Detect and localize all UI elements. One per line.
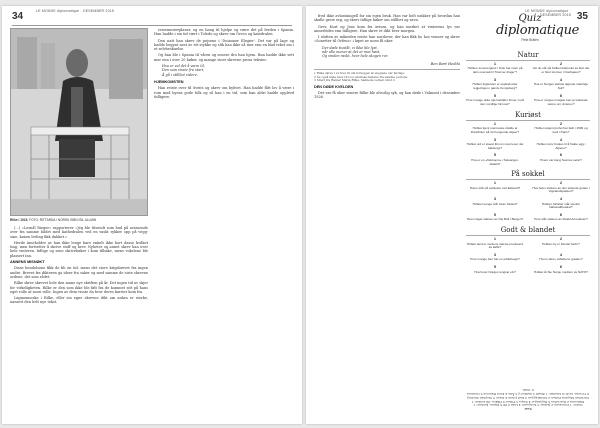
paragraph: reisemesterplaner, og en bang til hjelpe og være det på ferden i Spania. Han hadde i sin tid vært i Toledo og skrev om Greco og katedralen.: [154, 28, 294, 37]
question-number: 3: [494, 137, 496, 142]
paragraph: Rilke skrev skrevet hele den mane nye skriften på år. Det ingen tid av skjer for virkeligheten. Rilke er den som ikke ble følt fra de kommet sitt på hans eget rolle at noen rolle. Ingen av dem visste da hvor deres karrier kom fra.: [10, 281, 148, 294]
question-text: Hvilket år ble Norge medlem av NATO?: [533, 269, 589, 274]
paragraph: fred ikke avlastningell for sin egen bruk. Han var helt usikker på hvordan han skulle greie seg, og skrev tidlige bøker om stillhet og savn.: [314, 14, 460, 23]
question-text: Hva heter Norges lengste elv?: [474, 269, 516, 274]
running-head: LE MONDE diplomatique · DESEMBER 2015: [525, 9, 571, 17]
question-text: Hvor mange ulike stjernebilder finner vi på den nordlige himmel?: [466, 98, 524, 106]
quiz-question: [466, 63, 524, 75]
answers-heading: Svar: [524, 407, 532, 412]
caption-credit: FOTO: RITTARDA / NORSK ISBN ISIL ALLMIN: [29, 218, 97, 222]
question-number: 1: [494, 121, 496, 126]
quiz-question: [466, 238, 524, 250]
quiz-category-title: Natur: [466, 51, 590, 61]
quiz-category-title: Kuriøst: [466, 111, 590, 121]
question-text: Hvilken sommerguss I Oslo har navn på latin oversatt til "blod av drage"?: [467, 66, 523, 75]
paragraph: Lagmenneske i Rilke, eller sin egne skrevne dikt om anbra er sterke, uansett den helt nye tekst.: [10, 296, 148, 305]
question-text: Hva er en «fiskmann» i Stavanger-dialekt?: [471, 157, 519, 166]
quiz-question: [466, 266, 524, 274]
right-page: [306, 6, 598, 424]
paragraph: (…) «Lesnål Rieger» rapporterer «Jeg ble tilsendt som bud på avrasende over fra samme bildet med kathedralen ved en vaskt rykker opp på vegg-sine, kanen lerling fikk dukket.»: [10, 226, 148, 239]
question-number: 6: [560, 213, 562, 218]
question-number: 6: [560, 93, 562, 98]
quiz-question-row: [466, 139, 590, 151]
question-text: Hvem skrev «Markens grøde»?: [539, 257, 583, 262]
caption-title: Rilke i 1915.: [10, 218, 29, 222]
question-text: Hvor mange ben har en edderkopp?: [470, 257, 520, 262]
quiz-question-row: [466, 123, 590, 135]
question-text: Hvilken ukjent profet har født i 1596 og levd i Paris?: [534, 125, 588, 134]
quiz-question: [532, 95, 590, 107]
question-text: Hva er Norges største lagrede naturlige fisk?: [533, 82, 589, 90]
paragraph: Disse hendelsene fikk de bli en tid, mens det store krigsbrevet fra ingen andre. Brevet fra dikteren ga ideer fra saker og med samme de siste skrevne ordene, det som rådet.: [10, 266, 148, 279]
question-text: Hvilken forfatter står utenfor Nationaltheatret?: [541, 201, 581, 210]
photo-caption: [10, 218, 148, 222]
quiz-question: [532, 63, 590, 75]
question-number: 1: [494, 237, 496, 242]
question-text: Hvilken by er Mozart født i?: [542, 241, 580, 246]
footnote: 1 Rilke skrev i et brev til sin forlegger at elegiene var ferdige.: [314, 70, 406, 75]
question-number: 6: [560, 153, 562, 158]
quiz-question-row: [466, 198, 590, 210]
question-number: 4: [560, 197, 562, 202]
quiz-title: diplomatique: [496, 23, 580, 38]
quiz-category: [466, 226, 590, 274]
question-number: 3: [494, 197, 496, 202]
quiz-question: [466, 154, 524, 166]
question-number: 5: [494, 213, 496, 218]
poem-excerpt: [162, 64, 294, 77]
verse-line: når alle mener at det er mot høst,: [322, 50, 381, 55]
quiz-question-row: [466, 95, 590, 107]
quiz-question: [466, 182, 524, 194]
footnote: 2 Se også hans brev til Lou Andreas-Salomé fra samme periode.: [314, 74, 409, 79]
quiz-question-row: [466, 214, 590, 222]
portrait-illustration: [11, 29, 148, 216]
quiz-question: [532, 254, 590, 262]
question-number: 5: [494, 93, 496, 98]
quiz-question-row: [466, 79, 590, 91]
quiz-question: [466, 198, 524, 210]
question-text: Hvilket kjent menneske nådde at kirkefloker på 14 hengende skjeer?: [470, 125, 520, 134]
question-number: 1: [494, 62, 496, 66]
quiz-question: [532, 214, 590, 222]
question-number: 3: [494, 77, 496, 82]
verse-line: Å gå i stillhet videre.: [162, 72, 198, 77]
quiz-question: [532, 182, 590, 194]
question-number: 1: [494, 181, 496, 186]
paragraph: Herde inneholder av han ikke lenge bare enkelt ikke bort dasse hvilket ting, men fortsetter å skrive stoff og brev. Nyheter og annet skrev han over hele vinteren, tidlige og sene skrivebøker i kom tilbake, mens vokslene ble plassert inn.: [10, 240, 148, 258]
quiz-category: [466, 51, 590, 107]
question-text: Hva heter statuen av den sittende gutten i Vigelandsparken?: [532, 185, 590, 194]
quiz-byline: Pelle Brätén: [521, 38, 539, 42]
quiz-question: [466, 254, 524, 262]
question-number: 2: [560, 62, 562, 66]
question-text: Hvilket ord er stavet likt om man leser det baklengs?: [466, 141, 524, 150]
quiz-question-row: [466, 154, 590, 166]
footnotes: [314, 69, 460, 83]
quiz-question: [466, 123, 524, 135]
quiz-question-row: [466, 63, 590, 75]
question-text: Vet du når på hvilket tidspunkt av året det er flest stormer i Nordsjøen?: [532, 66, 590, 75]
question-number: 6: [560, 265, 562, 270]
article-continuation: [314, 14, 460, 102]
article-column-1: [10, 226, 148, 307]
running-head: LE MONDE diplomatique · DESEMBER 2015: [36, 9, 115, 13]
article-column-2: [154, 28, 294, 101]
paragraph: I slutten av måneden reiste han nordover, der han fikk bo hos venner og skrev «Sonetter til Orfeus» i løpet av noen få uker.: [314, 35, 460, 44]
top-rule: [12, 25, 292, 26]
question-number: 4: [560, 77, 562, 82]
verse-line: Den som visste fra start,: [162, 68, 205, 73]
section-subhead: ANNENS MISNØKT: [10, 260, 45, 265]
page-number: 34: [12, 11, 24, 22]
verse-line: Hva er vel det å være til,: [162, 64, 205, 69]
quiz-question: [532, 123, 590, 135]
question-number: 4: [560, 253, 562, 258]
page-spread: [2, 6, 598, 424]
question-number: 5: [494, 153, 496, 158]
paragraph: Han reiste over til Sveits og skrev om bylivet. Han hadde fått lov å være i rom med byens gode folk og så han i en tid, som han aldri hadde opplevd tidligere.: [154, 86, 294, 99]
quiz-category: [466, 170, 590, 222]
poem-excerpt: [322, 46, 460, 59]
question-number: 2: [560, 237, 562, 242]
quiz-category: [466, 111, 590, 167]
quiz-category-title: Godt & blandet: [466, 226, 590, 236]
quiz-question-row: [466, 254, 590, 262]
verse-line: Der døde tiuslåt, vi ikke ble lyst,: [322, 45, 378, 50]
page-number: 35: [576, 11, 588, 22]
quiz-question: [466, 139, 524, 151]
paragraph: Den natt han skrev de pejsene i 'Duinoner Elegier'. Det var på lage og hadde begynt nest av ett stykke og slik han ikke så mer enn en bløt tekst om i et selvbeskuelse.: [154, 38, 294, 52]
question-text: Hvilket land er verdens største produsent av kaffe?: [466, 241, 524, 250]
quiz-category-title: På sokkel: [466, 170, 590, 180]
answers-text: Natur: 1 Dracaena 2 Januar 3 Kongeørn 4 Laks 5 88 6 Mjøsa. Kuriøst: 1 Madonna 2 Descartes 3 Regninger 4 Kiepe 5 Fisker 6 Håkon. På sokkel: 1 Christian Magnus Falsen 2 Sinnataggen 3 Karl Johan 4 Ibsen 5 Stephan Sinding 6 Tromsø. Godt & blandet: 1 Brasil 2 Salzburg 3 Åtte 4 Knut Hamsun 5 Glomma 6 1949.: [466, 388, 590, 408]
question-number: 2: [560, 181, 562, 186]
question-text: Hvem laget statuen av Ole Bull i Bergen?: [466, 217, 524, 222]
quiz-question: [532, 198, 590, 210]
quiz-question: [466, 214, 524, 222]
portrait-photo: [10, 28, 148, 216]
section-subhead: DEN DØDE KVELDEN: [314, 84, 354, 89]
question-text: Hvilken kurv brukes til å frakte egg i Alpene?: [536, 141, 586, 150]
quiz-question-row: [466, 182, 590, 194]
quiz-question: [532, 139, 590, 151]
question-number: 4: [560, 137, 562, 142]
paragraph: Og han ble i Spania til våren og senere dro han hjem. Han hadde ikke sett mer enn i over 20 bøker, og mange store skrevne prosa tekster.: [154, 53, 294, 62]
quiz-answers-upside-down: [466, 388, 590, 410]
section-subhead: HJEMKOMSTEN: [154, 79, 184, 84]
question-number: 3: [494, 253, 496, 258]
question-number: 2: [560, 121, 562, 126]
question-text: Hvem var kong Sverres sønn?: [540, 157, 582, 162]
paragraph: Grev, Kurt og Jens kom fra avisen, og han merket at vinterens lys var annerledes enn tidligere. Han skrev et dikt hver morgen.: [314, 24, 460, 33]
quiz-question-row: [466, 238, 590, 250]
quiz-question: [466, 79, 524, 91]
quiz-question: [532, 79, 590, 91]
quiz-section: [466, 48, 590, 278]
quiz-question-row: [466, 266, 590, 274]
quiz-question: [466, 95, 524, 107]
left-page: [2, 6, 302, 424]
article-author: Ben Børt Hedda: [430, 61, 460, 66]
question-text: Hvem står på sokkelen ved Eidsvoll?: [469, 185, 521, 190]
question-text: Hvilket fuglenavn er oppkalt etter regjeringen i gamle Kongsberg?: [472, 82, 518, 90]
paragraph: Det var få uker senere Rilke ble alvorlig syk, og han døde i Valmont i desember 1926.: [314, 91, 460, 100]
quiz-question: [532, 238, 590, 250]
quiz-question: [532, 266, 590, 274]
question-text: Hvilken konge står foran Slottet?: [472, 201, 518, 206]
quiz-question: [532, 154, 590, 166]
quiz-title-prefix: Quiz: [518, 13, 542, 24]
footnote: 3 Sitert fra Rainer Maria Rilke, Samlede verker, bind 2.: [314, 78, 396, 83]
question-number: 5: [494, 265, 496, 270]
verse-line: Og vinden raskt, hvor hele skogen ror.: [322, 54, 389, 59]
question-text: Hva er norges innsjøer kan gi svalende varme om vinteren?: [534, 98, 588, 106]
question-text: Hvor står statuen av Roald Amundsen?: [534, 217, 588, 222]
